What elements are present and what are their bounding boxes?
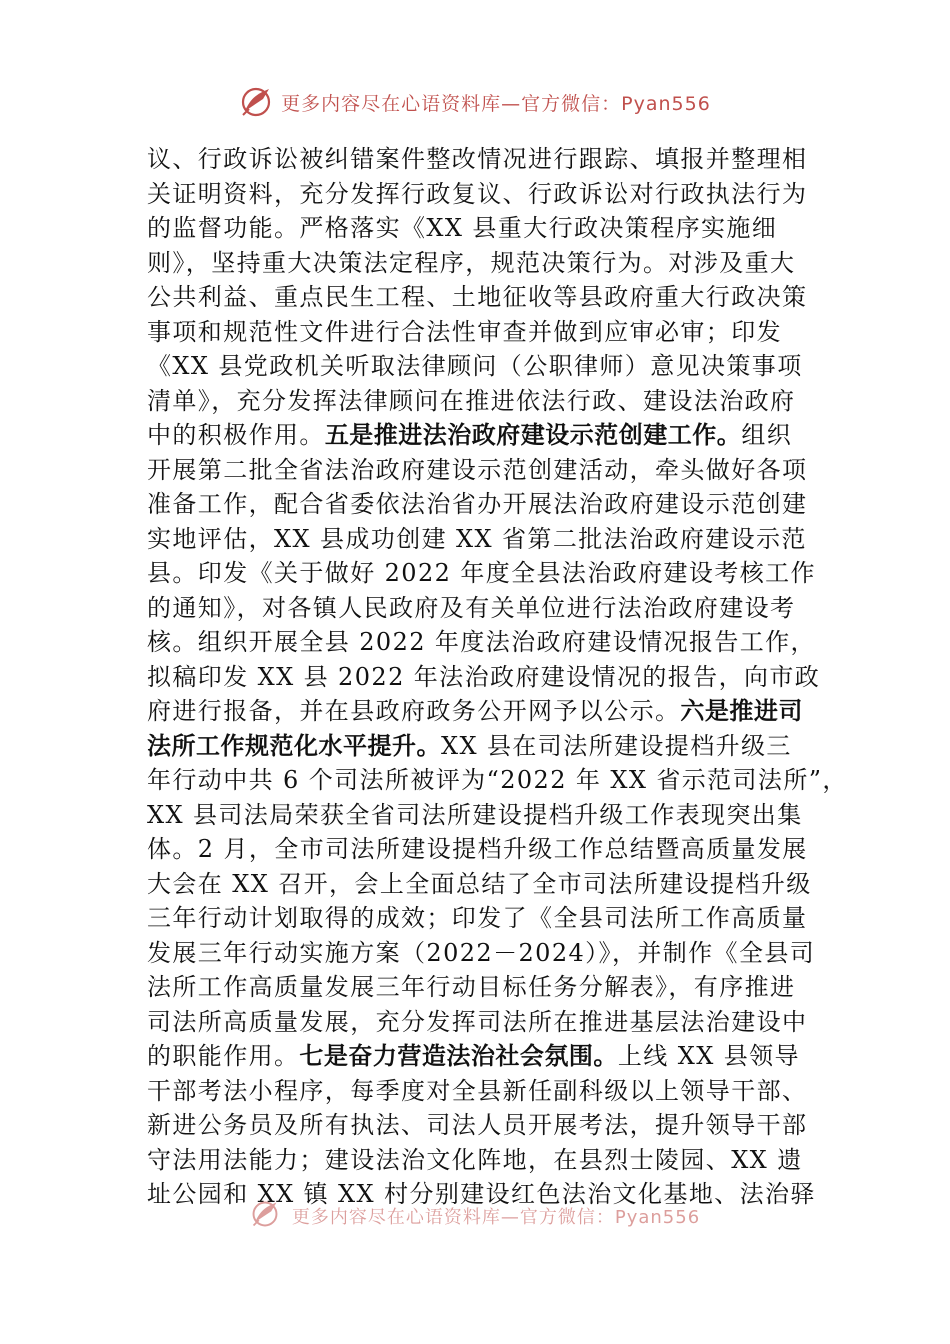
body-text-segment: 司法所高质量发展，充分发挥司法所在推进基层法治建设中: [147, 1007, 808, 1036]
body-text-segment: 组织: [741, 421, 793, 449]
body-text-segment: 实地评估，XX 县成功创建 XX 省第二批法治政府建设示范: [147, 524, 807, 553]
text-line: [147, 867, 817, 902]
body-text-segment: 议、行政诉讼被纠错案件整改情况进行跟踪、填报并整理相: [147, 145, 808, 173]
footer-watermark: [0, 1200, 950, 1232]
body-text-segment: 址公园和 XX 镇 XX 村分别建设红色法治文化基地、法治驿: [147, 1180, 816, 1208]
watermark-text: 更多内容尽在心语资料库—官方微信：Pyan556: [281, 92, 711, 115]
body-text-segment: 事项和规范性文件进行合法性审查并做到应审必审；印发: [147, 317, 782, 346]
body-text-segment: XX 县司法局荣获全省司法所建设提档升级工作表现突出集: [147, 800, 803, 829]
text-line: [147, 246, 817, 281]
watermark-text: 更多内容尽在心语资料库—官方微信：Pyan556: [291, 1207, 701, 1228]
body-text-segment: 三年行动计划取得的成效；印发了《全县司法所工作高质量: [147, 904, 808, 932]
body-text-segment: 《XX 县党政机关听取法律顾问（公职律师）意见决策事项: [147, 352, 803, 380]
body-text-segment: 中的积极作用。: [147, 421, 325, 449]
text-line: [147, 625, 817, 660]
text-line: [147, 970, 817, 1005]
text-line: [147, 832, 817, 867]
body-text-segment: 的职能作用。: [147, 1042, 300, 1070]
body-text-segment: 干部考法小程序，每季度对全县新任副科级以上领导干部、: [147, 1076, 808, 1105]
text-line: [147, 901, 817, 936]
body-text-segment: XX 县在司法所建设提档升级三: [441, 731, 792, 760]
body-text-segment: 清单》，充分发挥法律顾问在推进依法行政、建设法治政府: [147, 386, 796, 415]
body-text-segment: 的通知》，对各镇人民政府及有关单位进行法治政府建设考: [147, 593, 796, 622]
body-text-segment: 县。印发《关于做好 2022 年度全县法治政府建设考核工作: [147, 559, 816, 587]
text-line: [147, 660, 821, 695]
text-line: [147, 384, 817, 419]
text-line: [147, 142, 817, 177]
text-line: [147, 487, 817, 522]
body-text-segment: 大会在 XX 召开，会上全面总结了全市司法所建设提档升级: [147, 869, 812, 898]
body-text-segment: 开展第二批全省法治政府建设示范创建活动，牵头做好各项: [147, 455, 808, 484]
text-line: [147, 522, 817, 557]
text-line: [147, 280, 817, 315]
text-line: [147, 418, 817, 453]
body-text-segment: 年行动中共 6 个司法所被评为“2022 年 XX 省示范司法所”，: [147, 766, 848, 794]
text-line: [147, 1039, 817, 1074]
text-line: [147, 349, 817, 384]
text-line: [147, 798, 817, 833]
body-text-segment: 则》，坚持重大决策法定程序，规范决策行为。对涉及重大: [147, 248, 796, 277]
bold-heading-text: 七是奋力营造法治社会氛围。: [299, 1042, 618, 1070]
text-line: [147, 1074, 817, 1109]
text-line: [147, 1143, 817, 1178]
body-text-segment: 体。2 月，全市司法所建设提档升级工作总结暨高质量发展: [147, 835, 808, 863]
body-text-segment: 上线 XX 县领导: [617, 1042, 800, 1070]
bold-heading-text: 法所工作规范化水平提升。: [147, 731, 441, 760]
body-text-segment: 的监督功能。严格落实《XX 县重大行政决策程序实施细: [147, 214, 778, 242]
pen-logo-icon: [250, 1199, 284, 1233]
text-line: [147, 1005, 817, 1040]
body-text-segment: 新进公务员及所有执法、司法人员开展考法，提升领导干部: [147, 1111, 808, 1139]
body-text-segment: 关证明资料，充分发挥行政复议、行政诉讼对行政执法行为: [147, 179, 808, 208]
text-line: [147, 211, 817, 246]
document-body: [147, 142, 848, 1212]
text-line: [147, 177, 817, 212]
text-line: [147, 591, 817, 626]
body-text-segment: 守法用法能力；建设法治文化阵地，在县烈士陵园、XX 遗: [147, 1145, 803, 1174]
text-line: [147, 763, 848, 798]
body-text-segment: 府进行报备，并在县政府政务公开网予以公示。: [147, 697, 681, 725]
body-text-segment: 拟稿印发 XX 县 2022 年法治政府建设情况的报告，向市政: [147, 662, 821, 691]
text-line: [147, 729, 817, 764]
body-text-segment: 准备工作，配合省委依法治省办开展法治政府建设示范创建: [147, 490, 808, 518]
body-text-segment: 核。组织开展全县 2022 年度法治政府建设情况报告工作，: [147, 628, 816, 656]
pen-logo-icon: [239, 85, 273, 119]
text-line: [147, 694, 817, 729]
text-line: [147, 936, 817, 971]
text-line: [147, 453, 817, 488]
bold-heading-text: 六是推进司: [680, 697, 803, 725]
text-line: [147, 315, 817, 350]
text-line: [147, 1108, 817, 1143]
bold-heading-text: 五是推进法治政府建设示范创建工作。: [324, 421, 742, 449]
body-text-segment: 法所工作高质量发展三年行动目标任务分解表》，有序推进: [147, 973, 796, 1001]
body-text-segment: 发展三年行动实施方案（2022－2024）》，并制作《全县司: [147, 938, 816, 967]
body-text-segment: 公共利益、重点民生工程、土地征收等县政府重大行政决策: [147, 283, 808, 311]
text-line: [147, 556, 817, 591]
header-watermark: [0, 82, 950, 122]
